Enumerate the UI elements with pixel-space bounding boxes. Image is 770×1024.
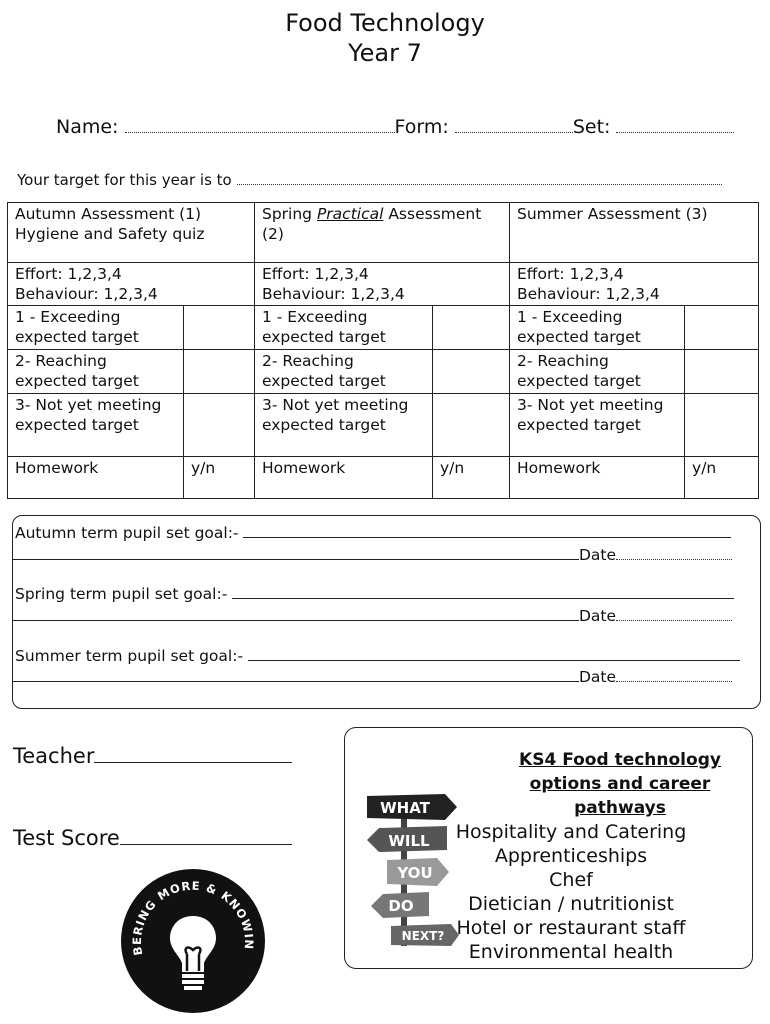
summer-level1-box[interactable] <box>685 306 759 350</box>
svg-text:REMEMBERING MORE & KNOWING MOR: BERING MORE & KNOWIN <box>129 878 257 957</box>
spring-goal-label: Spring term pupil set goal:- <box>15 585 228 603</box>
signpost-word-1: WHAT <box>380 799 430 817</box>
assessment-table <box>7 202 759 499</box>
autumn-level2-box[interactable] <box>184 350 255 394</box>
spring-goal-row[interactable] <box>15 585 734 603</box>
table-row <box>8 203 759 263</box>
autumn-homework-label: Homework <box>8 457 184 499</box>
summer-level2-box[interactable] <box>685 350 759 394</box>
lightbulb-icon <box>120 868 266 1014</box>
list-item: Hotel or restaurant staff <box>456 917 686 939</box>
summer-level2-label: 2- Reaching expected target <box>510 350 685 394</box>
set-field[interactable] <box>616 118 734 133</box>
list-item: Hospitality and Catering <box>455 821 687 843</box>
ks4-pathways-box <box>344 727 753 969</box>
test-score-field[interactable] <box>120 828 292 845</box>
summer-level1-label: 1 - Exceeding expected target <box>510 306 685 350</box>
summer-goal-line[interactable] <box>248 648 740 661</box>
spring-effort-cell[interactable]: Effort: 1,2,3,4 Behaviour: 1,2,3,4 <box>255 263 510 306</box>
autumn-goal-label: Autumn term pupil set goal:- <box>15 524 239 542</box>
spring-heading: Spring Practical Assessment (2) <box>255 203 510 263</box>
pathways-list <box>441 820 701 964</box>
ks4-title: KS4 Food technology options and career pathways <box>519 750 721 818</box>
list-item: Environmental health <box>468 941 674 963</box>
autumn-level1-box[interactable] <box>184 306 255 350</box>
table-row <box>8 263 759 306</box>
spring-level2-label: 2- Reaching expected target <box>255 350 433 394</box>
remembering-logo <box>120 868 266 1014</box>
summer-date-label: Date <box>579 668 617 686</box>
target-row <box>17 170 722 189</box>
spring-date-row[interactable] <box>13 607 732 625</box>
page-subtitle: Year 7 <box>348 39 422 67</box>
list-item: Dietician / nutritionist <box>468 893 674 915</box>
signpost-word-3: YOU <box>397 864 433 882</box>
autumn-homework-yn[interactable]: y/n <box>184 457 255 499</box>
spring-level3-label: 3- Not yet meeting expected target <box>255 394 433 457</box>
spring-homework-label: Homework <box>255 457 433 499</box>
summer-homework-label: Homework <box>510 457 685 499</box>
signpost-word-4: DO <box>388 897 414 915</box>
spring-goal-line[interactable] <box>232 586 734 599</box>
target-field[interactable] <box>237 170 722 185</box>
autumn-goal-line[interactable] <box>243 525 731 538</box>
signpost-word-5: NEXT? <box>401 929 445 943</box>
summer-heading: Summer Assessment (3) <box>510 203 759 263</box>
signpost-word-2: WILL <box>388 832 430 850</box>
autumn-level1-label: 1 - Exceeding expected target <box>8 306 184 350</box>
target-label: Your target for this year is to <box>17 171 232 189</box>
form-label: Form: <box>394 116 449 138</box>
spring-level1-label: 1 - Exceeding expected target <box>255 306 433 350</box>
test-score-row[interactable] <box>13 826 292 850</box>
table-row <box>8 394 759 457</box>
spring-level1-box[interactable] <box>433 306 510 350</box>
spring-level2-box[interactable] <box>433 350 510 394</box>
summer-homework-yn[interactable]: y/n <box>685 457 759 499</box>
teacher-field[interactable] <box>94 746 292 763</box>
autumn-heading: Autumn Assessment (1) Hygiene and Safety quiz <box>8 203 255 263</box>
autumn-effort-cell[interactable]: Effort: 1,2,3,4 Behaviour: 1,2,3,4 <box>8 263 255 306</box>
spring-homework-yn[interactable]: y/n <box>433 457 510 499</box>
summer-goal-label: Summer term pupil set goal:- <box>15 647 244 665</box>
autumn-level3-box[interactable] <box>184 394 255 457</box>
name-field[interactable] <box>125 118 395 133</box>
summer-date-row[interactable] <box>13 668 732 686</box>
autumn-date-row[interactable] <box>13 546 732 564</box>
table-row <box>8 457 759 499</box>
autumn-level2-label: 2- Reaching expected target <box>8 350 184 394</box>
set-label: Set: <box>572 116 611 138</box>
summer-goal-row[interactable] <box>15 647 740 665</box>
page-title: Food Technology <box>285 9 485 37</box>
autumn-date-label: Date <box>579 546 617 564</box>
autumn-level3-label: 3- Not yet meeting expected target <box>8 394 184 457</box>
list-item: Apprenticeships <box>494 845 648 867</box>
table-row <box>8 350 759 394</box>
spring-level3-box[interactable] <box>433 394 510 457</box>
name-label: Name: <box>56 116 119 138</box>
summer-effort-cell[interactable]: Effort: 1,2,3,4 Behaviour: 1,2,3,4 <box>510 263 759 306</box>
autumn-goal-row[interactable] <box>15 524 731 542</box>
teacher-label: Teacher <box>13 744 95 768</box>
student-details-row <box>56 116 734 138</box>
teacher-row[interactable] <box>13 744 292 768</box>
summer-level3-label: 3- Not yet meeting expected target <box>510 394 685 457</box>
summer-level3-box[interactable] <box>685 394 759 457</box>
table-row <box>8 306 759 350</box>
test-score-label: Test Score <box>13 826 120 850</box>
spring-date-label: Date <box>579 607 617 625</box>
form-field[interactable] <box>455 118 573 133</box>
list-item: Chef <box>549 869 593 891</box>
goals-box <box>12 515 761 709</box>
